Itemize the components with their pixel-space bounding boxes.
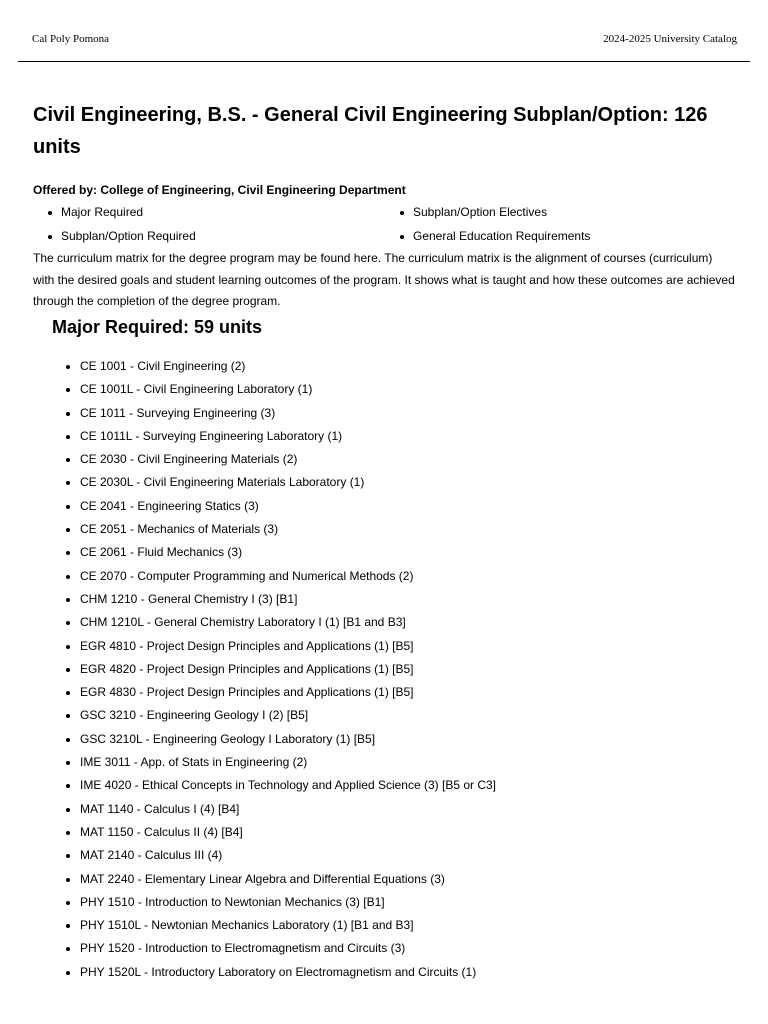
toc-link[interactable]: Subplan/Option Electives [413,205,548,219]
course-link[interactable]: CE 2061 - Fluid Mechanics (3) [80,545,243,560]
course-item[interactable] [52,378,742,401]
toc-item-major-required[interactable] [33,201,385,225]
toc-item-subplan-required[interactable] [33,225,385,249]
course-link[interactable]: GSC 3210 - Engineering Geology I (2) [B5] [80,708,309,723]
course-item[interactable] [52,728,742,751]
course-link[interactable]: CHM 1210L - General Chemistry Laboratory I (1) [B1 and B3] [80,615,406,630]
header-institution: Cal Poly Pomona [32,33,110,45]
course-link[interactable]: PHY 1520 - Introduction to Electromagnetism and Circuits (3) [80,941,406,956]
course-list [52,355,742,984]
header-catalog: 2024-2025 University Catalog [603,33,737,45]
course-item[interactable] [52,541,742,564]
course-item[interactable] [52,495,742,518]
course-item[interactable] [52,588,742,611]
course-link[interactable]: CE 2070 - Computer Programming and Numerical Methods (2) [80,568,414,583]
section-toc [33,201,745,248]
toc-item-ge-requirements[interactable] [385,225,737,249]
course-item[interactable] [52,774,742,797]
course-item[interactable] [52,891,742,914]
course-link[interactable]: CE 2041 - Engineering Statics (3) [80,498,259,513]
course-link[interactable]: MAT 1140 - Calculus I (4) [B4] [80,801,240,816]
course-item[interactable] [52,751,742,774]
course-item[interactable] [52,961,742,984]
course-link[interactable]: EGR 4810 - Project Design Principles and Applications (1) [B5] [80,638,414,653]
intro-paragraph: The curriculum matrix for the degree program may be found here. The curriculum matrix is the alignment of courses (curriculum) with the desired goals and student learning outcomes of the program. It shows what is taught and how these outcomes are achieved through the completion of the degree program. [33,251,735,308]
course-link[interactable]: CE 2030L - Civil Engineering Materials Laboratory (1) [80,475,365,490]
course-link[interactable]: MAT 2140 - Calculus III (4) [80,848,223,863]
course-link[interactable]: MAT 1150 - Calculus II (4) [B4] [80,824,243,839]
course-link[interactable]: IME 3011 - App. of Stats in Engineering (2) [80,755,308,770]
course-link[interactable]: CE 1001L - Civil Engineering Laboratory (1) [80,382,313,397]
course-item[interactable] [52,402,742,425]
course-link[interactable]: MAT 2240 - Elementary Linear Algebra and Differential Equations (3) [80,871,445,886]
course-link[interactable]: EGR 4830 - Project Design Principles and Applications (1) [B5] [80,685,414,700]
offered-by: Offered by: College of Engineering, Civil Engineering Department [33,183,406,197]
course-item[interactable] [52,821,742,844]
toc-item-subplan-electives[interactable] [385,201,737,225]
course-item[interactable] [52,425,742,448]
course-item[interactable] [52,868,742,891]
toc-link[interactable]: Subplan/Option Required [61,228,196,243]
course-link[interactable]: GSC 3210L - Engineering Geology I Laboratory (1) [B5] [80,731,376,746]
course-link[interactable]: IME 4020 - Ethical Concepts in Technology and Applied Science (3) [B5 or C3] [80,778,497,793]
course-link[interactable]: PHY 1520L - Introductory Laboratory on Electromagnetism and Circuits (1) [80,964,477,979]
course-item[interactable] [52,448,742,471]
course-link[interactable]: PHY 1510 - Introduction to Newtonian Mechanics (3) [B1] [80,894,385,909]
course-item[interactable] [52,635,742,658]
course-link[interactable]: EGR 4820 - Project Design Principles and Applications (1) [B5] [80,661,414,676]
course-item[interactable] [52,681,742,704]
course-item[interactable] [52,914,742,937]
course-item[interactable] [52,518,742,541]
toc-link[interactable]: General Education Requirements [413,228,591,243]
course-item[interactable] [52,611,742,634]
course-link[interactable]: CE 2051 - Mechanics of Materials (3) [80,522,279,537]
course-item[interactable] [52,704,742,727]
course-link[interactable]: CE 1011 - Surveying Engineering (3) [80,405,276,420]
course-link[interactable]: CHM 1210 - General Chemistry I (3) [B1] [80,591,298,606]
course-item[interactable] [52,937,742,960]
toc-link[interactable]: Major Required [61,205,144,219]
course-item[interactable] [52,658,742,681]
course-link[interactable]: CE 1011L - Surveying Engineering Laboratory (1) [80,428,343,443]
page-title: Civil Engineering, B.S. - General Civil Engineering Subplan/Option: 126 units [33,104,708,158]
course-link[interactable]: CE 1001 - Civil Engineering (2) [80,359,246,373]
course-item[interactable] [52,355,742,378]
page-header [18,0,750,62]
course-item[interactable] [52,798,742,821]
section-title: Major Required: 59 units [52,317,263,337]
course-link[interactable]: CE 2030 - Civil Engineering Materials (2) [80,452,298,467]
course-item[interactable] [52,844,742,867]
course-item[interactable] [52,471,742,494]
course-item[interactable] [52,565,742,588]
course-link[interactable]: PHY 1510L - Newtonian Mechanics Laboratory (1) [B1 and B3] [80,918,414,933]
